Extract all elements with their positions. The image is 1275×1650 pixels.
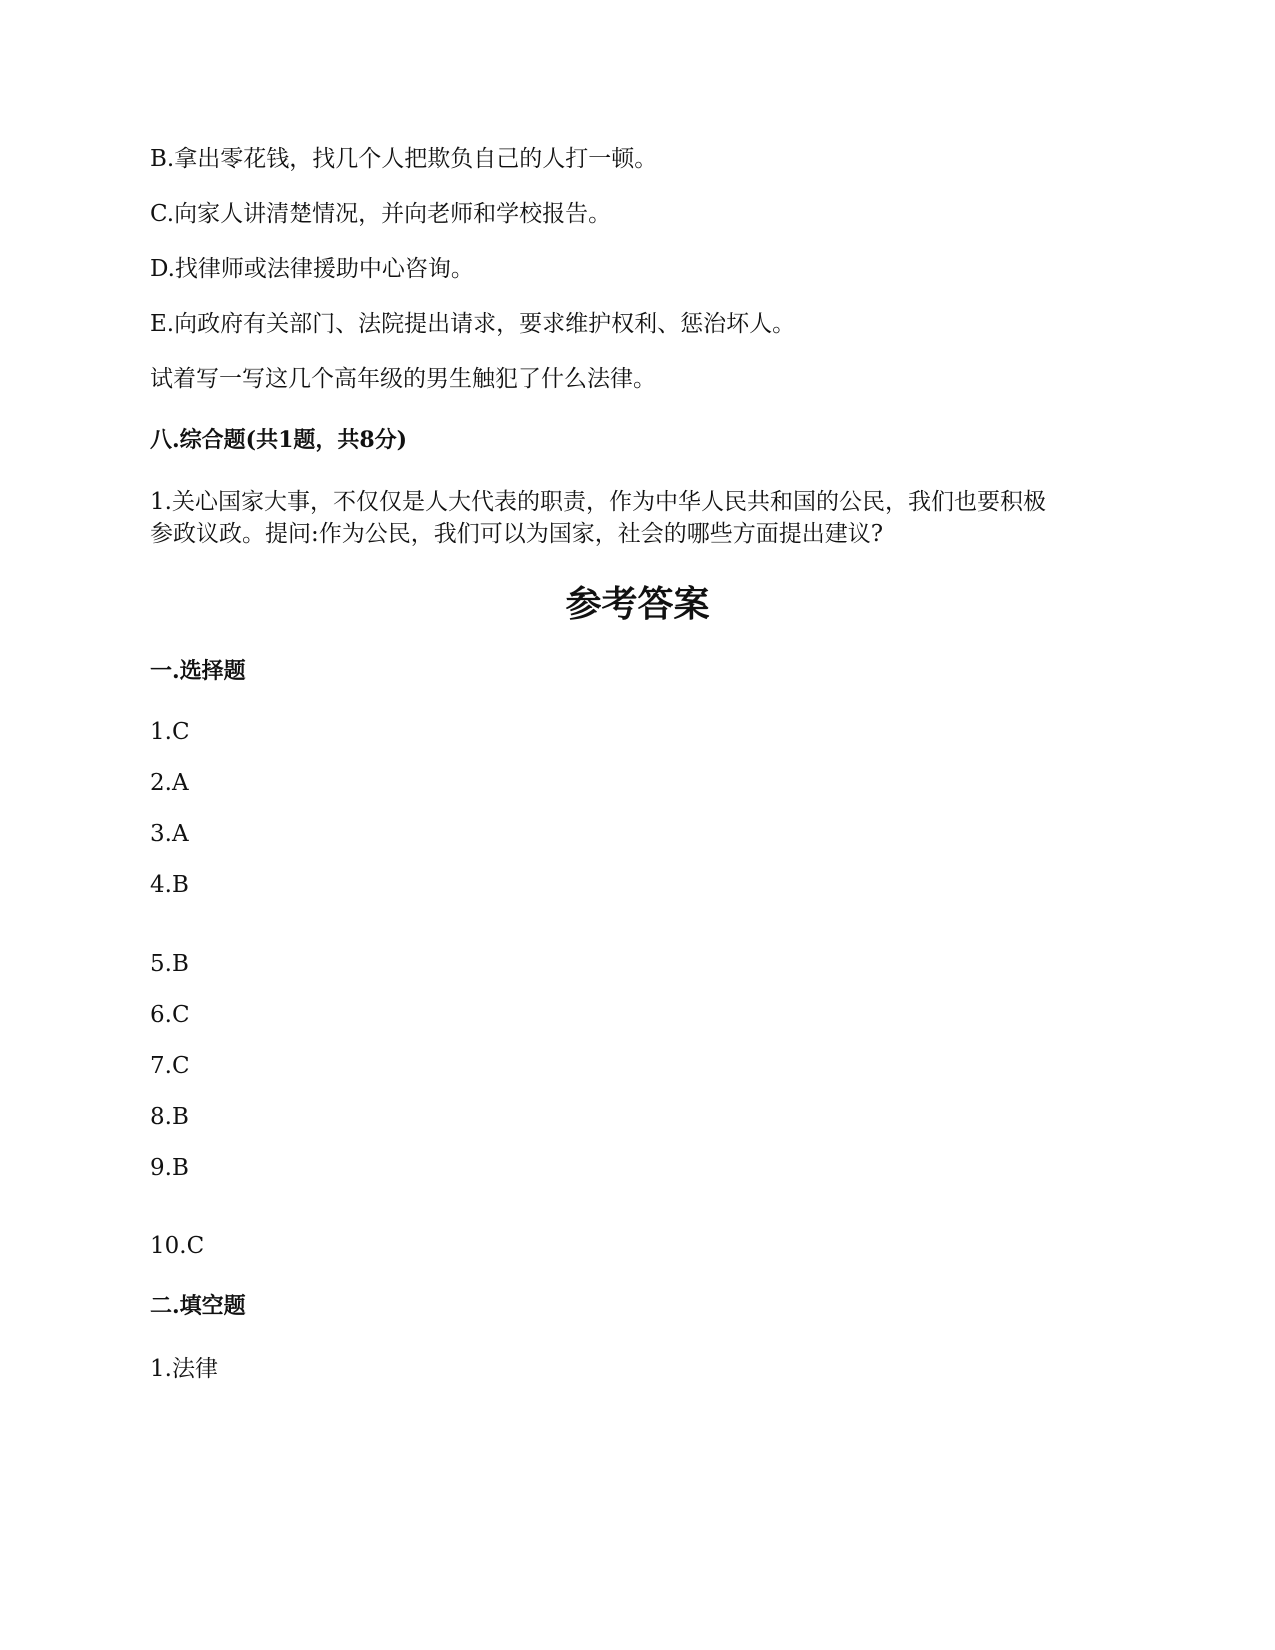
section-8-question-line-2: 参政议政。提问:作为公民，我们可以为国家，社会的哪些方面提出建议?: [150, 521, 884, 547]
option-d: D.找律师或法律援助中心咨询。: [150, 256, 474, 282]
answer-item: 6.C: [150, 1002, 190, 1028]
fill-answer-item: 1.法律: [150, 1356, 218, 1382]
question-prompt: 试着写一写这几个高年级的男生触犯了什么法律。: [150, 366, 656, 392]
answer-item: 1.C: [150, 719, 190, 745]
option-c: C.向家人讲清楚情况，并向老师和学校报告。: [150, 201, 612, 227]
answer-item: 7.C: [150, 1053, 190, 1079]
answer-title: 参考答案: [565, 583, 710, 625]
answer-item: 9.B: [150, 1155, 189, 1181]
answer-item: 5.B: [150, 951, 189, 977]
answer-item: 10.C: [150, 1233, 205, 1259]
section-8-heading: 八.综合题(共1题，共8分): [150, 427, 408, 453]
answer-item: 4.B: [150, 872, 189, 898]
section-8-question-line-1: 1.关心国家大事，不仅仅是人大代表的职责，作为中华人民共和国的公民，我们也要积极: [150, 489, 1046, 515]
answer-item: 2.A: [150, 770, 189, 796]
answer-item: 8.B: [150, 1104, 189, 1130]
fill-answers-heading: 二.填空题: [150, 1293, 246, 1319]
choice-answers-heading: 一.选择题: [150, 658, 246, 684]
option-e: E.向政府有关部门、法院提出请求，要求维护权利、惩治坏人。: [150, 311, 796, 337]
option-b: B.拿出零花钱，找几个人把欺负自己的人打一顿。: [150, 146, 658, 172]
answer-item: 3.A: [150, 821, 189, 847]
